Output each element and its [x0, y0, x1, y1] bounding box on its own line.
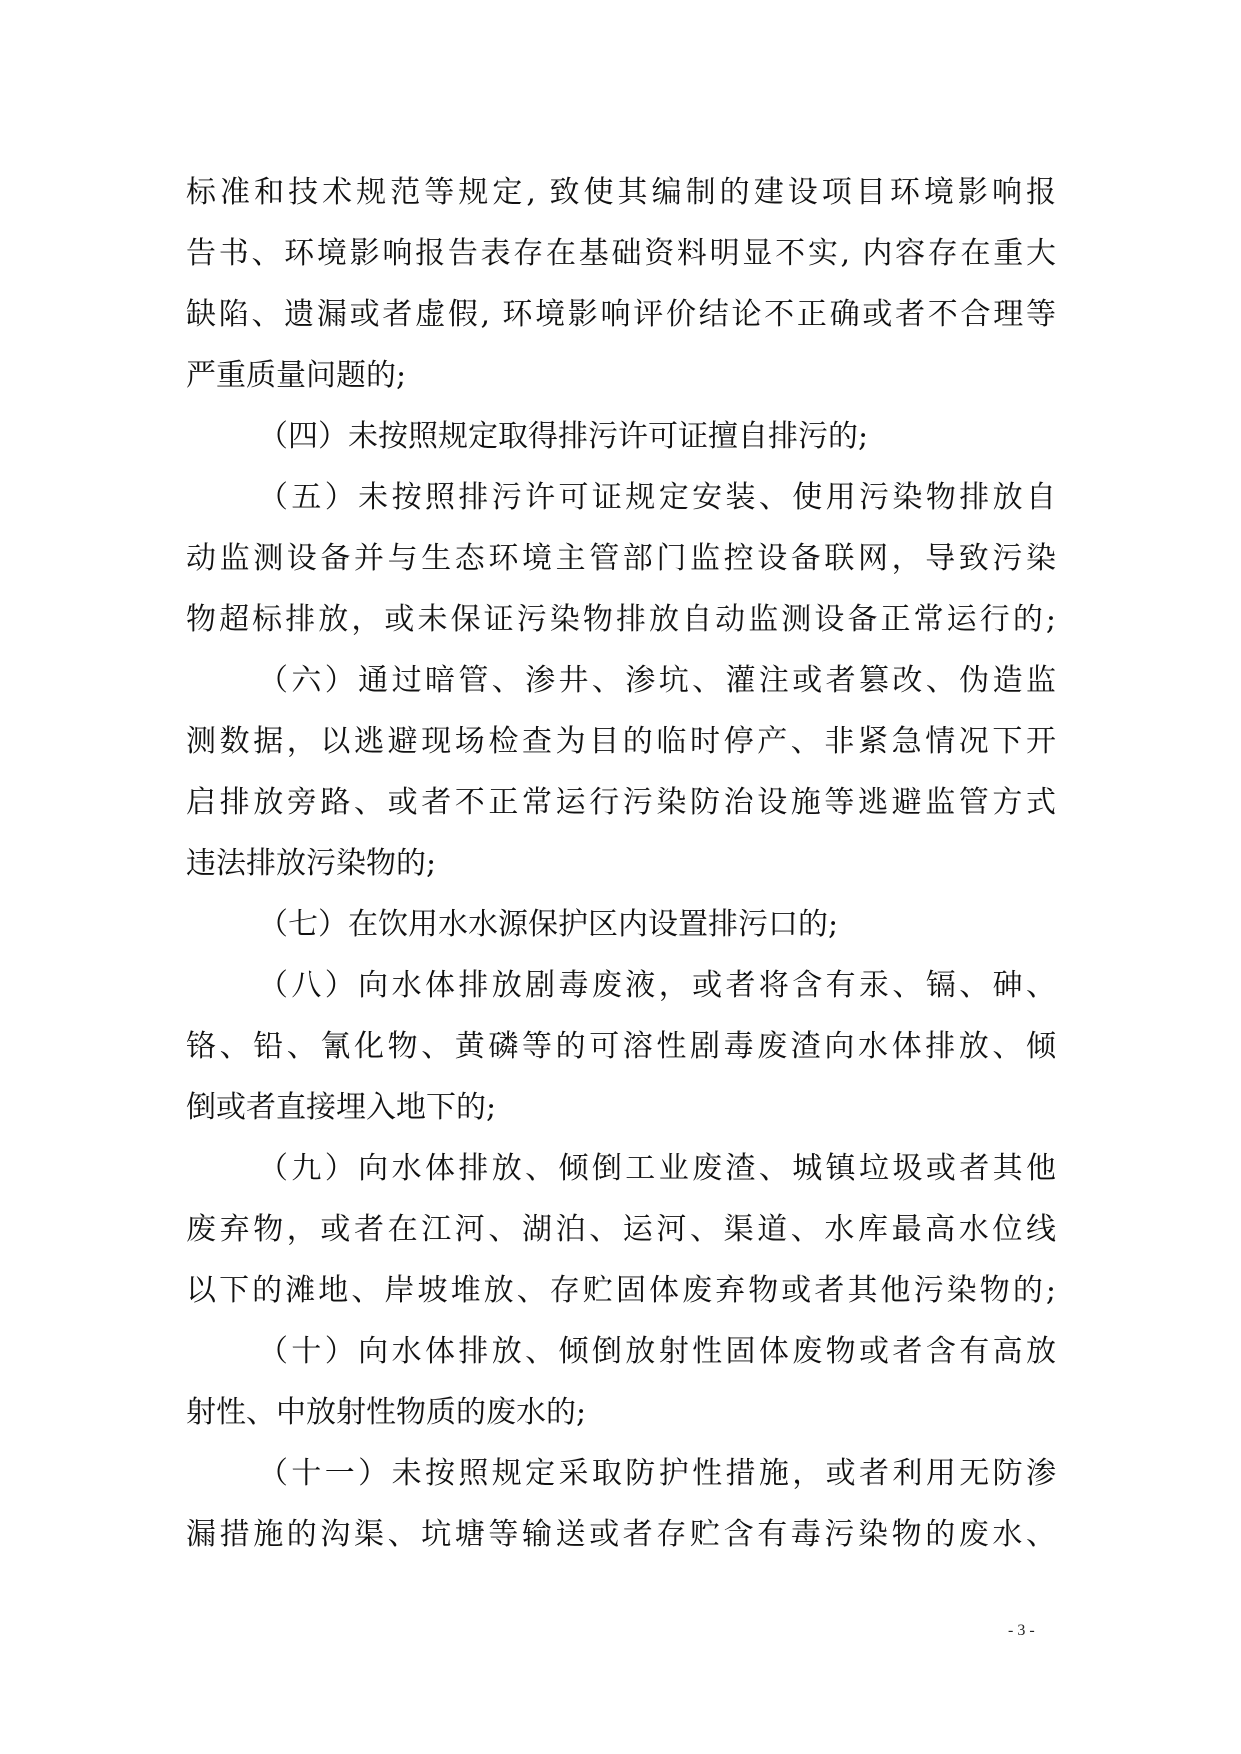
paragraph-item-4: （四）未按照规定取得排污许可证擅自排污的; — [258, 419, 869, 454]
paragraph-item-6: （六）通过暗管、渗井、渗坑、灌注或者篡改、伪造监 — [258, 663, 1056, 698]
text-line: 漏措施的沟渠、坑塘等输送或者存贮含有毒污染物的废水、 — [186, 1517, 1056, 1552]
text-line: 废弃物，或者在江河、湖泊、运河、渠道、水库最高水位线 — [186, 1212, 1056, 1247]
text-line: 标准和技术规范等规定, 致使其编制的建设项目环境影响报 — [186, 175, 1056, 210]
text-line: 严重质量问题的; — [186, 358, 407, 393]
page-number: - 3 - — [1008, 1622, 1035, 1639]
text-line: 违法排放污染物的; — [186, 846, 437, 881]
text-line: 测数据，以逃避现场检查为目的临时停产、非紧急情况下开 — [186, 724, 1056, 759]
paragraph-item-11: （十一）未按照规定采取防护性措施，或者利用无防渗 — [258, 1456, 1056, 1491]
text-line: 告书、环境影响报告表存在基础资料明显不实, 内容存在重大 — [186, 236, 1056, 271]
text-line: 射性、中放射性物质的废水的; — [186, 1395, 587, 1430]
paragraph-item-9: （九）向水体排放、倾倒工业废渣、城镇垃圾或者其他 — [258, 1151, 1056, 1186]
text-line: 物超标排放，或未保证污染物排放自动监测设备正常运行的; — [186, 602, 1056, 637]
paragraph-item-5: （五）未按照排污许可证规定安装、使用污染物排放自 — [258, 480, 1056, 515]
text-line: 动监测设备并与生态环境主管部门监控设备联网，导致污染 — [186, 541, 1056, 576]
document-body — [186, 162, 1056, 1565]
text-line: 以下的滩地、岸坡堆放、存贮固体废弃物或者其他污染物的; — [186, 1273, 1056, 1308]
text-line: 铬、铅、氰化物、黄磷等的可溶性剧毒废渣向水体排放、倾 — [186, 1029, 1056, 1064]
text-line: 倒或者直接埋入地下的; — [186, 1090, 497, 1125]
paragraph-item-8: （八）向水体排放剧毒废液，或者将含有汞、镉、砷、 — [258, 968, 1056, 1003]
paragraph-item-7: （七）在饮用水水源保护区内设置排污口的; — [258, 907, 839, 942]
paragraph-item-10: （十）向水体排放、倾倒放射性固体废物或者含有高放 — [258, 1334, 1056, 1369]
text-line: 缺陷、遗漏或者虚假, 环境影响评价结论不正确或者不合理等 — [186, 297, 1056, 332]
text-line: 启排放旁路、或者不正常运行污染防治设施等逃避监管方式 — [186, 785, 1056, 820]
